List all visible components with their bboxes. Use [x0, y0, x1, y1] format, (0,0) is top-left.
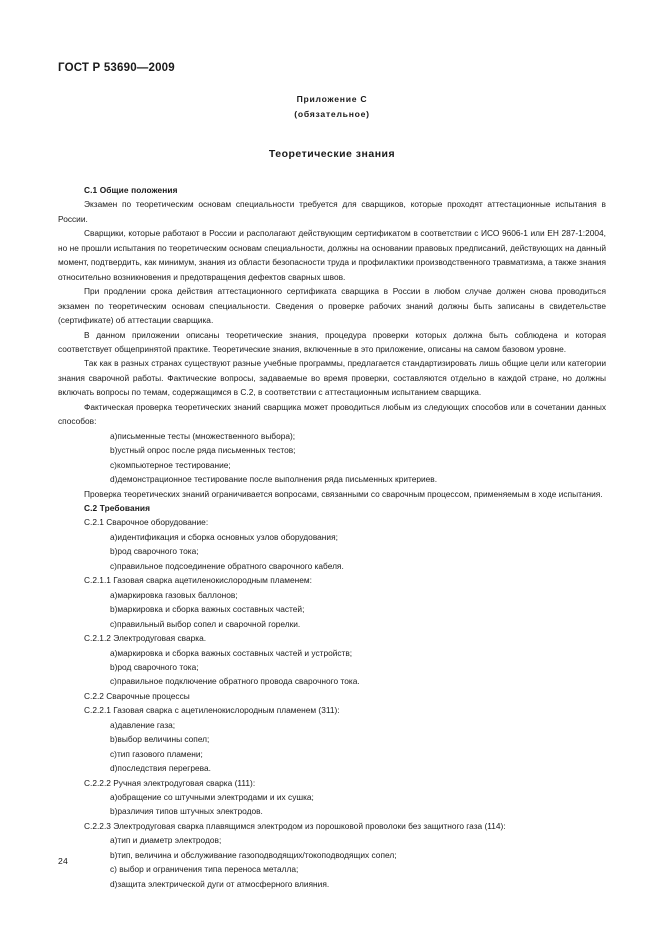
list-item	[58, 646, 606, 660]
list-item-label: маркировка и сборка важных составных частей и устройств;	[117, 647, 353, 658]
sub-heading: С.2.2.1 Газовая сварка с ацетиленокислородным пламенем (311):	[84, 705, 340, 716]
body-paragraph: Так как в разных странах существуют разные учебные программы, предлагается стандартизировать лишь общие цели или категории знания сварочной работы. Фактические вопросы, задаваемые во время проверки, составляются отдельно в каждой стране, но должны включать вопросы по темам, содержащимся в С.2, в соответствии с аттестационным испытанием сварщика.	[58, 358, 606, 398]
body-paragraph: В данном приложении описаны теоретические знания, процедура проверки которых должна быть соблюдена и которая соответствует общепринятой практике. Теоретические знания, включенные в это приложение, описаны на самом базовом уровне.	[58, 329, 606, 354]
list-item-label: защита электрической дуги от атмосферного влияния.	[117, 878, 330, 889]
list-item-marker: d)	[110, 474, 118, 485]
list-item-marker: a)	[110, 792, 118, 803]
list-item-label: тип, величина и обслуживание газоподводящих/токоподводящих сопел;	[117, 849, 397, 860]
body-text	[58, 183, 606, 891]
page-number: 24	[58, 856, 68, 866]
list-item-marker: a)	[110, 835, 118, 846]
list-item-label: род сварочного тока;	[117, 661, 199, 672]
list-item-label: демонстрационное тестирование после выполнения ряда письменных критериев.	[117, 474, 438, 485]
list-item-marker: d)	[110, 763, 118, 774]
list-item-marker: b)	[110, 849, 118, 860]
list-item-label: маркировка газовых баллонов;	[117, 589, 238, 600]
list-item-marker: b)	[110, 661, 118, 672]
sub-heading: С.2.1.1 Газовая сварка ацетиленокислородным пламенем:	[84, 575, 312, 586]
list-item	[58, 544, 606, 558]
list-item-label: тип и диаметр электродов;	[117, 835, 222, 846]
list-item-label: различия типов штучных электродов.	[117, 806, 263, 817]
list-item	[58, 429, 606, 443]
list-item-marker: b)	[110, 546, 118, 557]
list-item-label: тип газового пламени;	[116, 748, 203, 759]
list-item-marker: a)	[110, 531, 118, 542]
sub-heading: С.2.2 Сварочные процессы	[84, 690, 190, 701]
list-item-label: идентификация и сборка основных узлов оборудования;	[117, 531, 338, 542]
page-content	[58, 0, 606, 936]
list-item	[58, 747, 606, 761]
standard-code-header: ГОСТ Р 53690—2009	[58, 62, 175, 74]
list-item-marker: a)	[110, 589, 118, 600]
list-item	[58, 790, 606, 804]
list-item	[58, 761, 606, 775]
list-item	[58, 877, 606, 891]
list-item	[58, 718, 606, 732]
list-item-marker: d)	[110, 878, 118, 889]
list-item	[58, 559, 606, 573]
list-item	[58, 458, 606, 472]
list-item	[58, 602, 606, 616]
sub-heading: С.2.2.3 Электродуговая сварка плавящимся электродом из порошковой проволоки без защитного газа (114):	[84, 820, 506, 831]
list-item-label: обращение со штучными электродами и их сушка;	[117, 792, 314, 803]
list-item-label: выбор и ограничения типа переноса металла;	[116, 864, 299, 875]
list-item-marker: b)	[110, 806, 118, 817]
list-item	[58, 472, 606, 486]
list-item-marker: b)	[110, 734, 118, 745]
list-item	[58, 443, 606, 457]
list-item-label: письменные тесты (множественного выбора);	[117, 430, 296, 441]
list-item-marker: a)	[110, 430, 118, 441]
body-paragraph: Фактическая проверка теоретических знаний сварщика может проводиться любым из следующих способов или в сочетании данных способов:	[58, 401, 606, 427]
list-item-marker: b)	[110, 604, 118, 615]
list-item-marker: c)	[110, 864, 117, 875]
list-item-label: правильное подключение обратного провода сварочного тока.	[116, 676, 360, 687]
sub-heading: С.2.1 Сварочное оборудование:	[84, 517, 209, 528]
list-item	[58, 530, 606, 544]
list-item-label: выбор величины сопел;	[117, 734, 210, 745]
list-item	[58, 862, 606, 876]
list-item-label: давление газа;	[117, 719, 176, 730]
list-item-label: последствия перегрева.	[117, 763, 211, 774]
list-item-marker: a)	[110, 719, 118, 730]
list-item	[58, 732, 606, 746]
list-item-label: правильный выбор сопел и сварочной горелки.	[116, 618, 301, 629]
annex-subtitle: (обязательное)	[294, 108, 370, 119]
list-item-label: компьютерное тестирование;	[116, 459, 231, 470]
list-item	[58, 660, 606, 674]
body-paragraph: Проверка теоретических знаний ограничивается вопросами, связанными со сварочным процессом, применяемым в ходе испытания.	[84, 488, 603, 499]
sub-heading: С.2.1.2 Электродуговая сварка.	[84, 633, 207, 644]
list-item-marker: c)	[110, 676, 117, 687]
list-item-marker: c)	[110, 459, 117, 470]
list-item	[58, 848, 606, 862]
body-paragraph: Экзамен по теоретическим основам специальности требуется для сварщиков, которые проходят аттестационные испытания в России.	[58, 199, 606, 224]
list-item	[58, 617, 606, 631]
list-item-marker: c)	[110, 748, 117, 759]
list-item-marker: c)	[110, 560, 117, 571]
list-item	[58, 804, 606, 818]
list-item	[58, 674, 606, 688]
list-item-marker: c)	[110, 618, 117, 629]
list-item	[58, 833, 606, 847]
sub-heading: С.2.2.2 Ручная электродуговая сварка (111):	[84, 777, 256, 788]
list-item-label: маркировка и сборка важных составных частей;	[117, 604, 305, 615]
body-paragraph: При продлении срока действия аттестационного сертификата сварщика в России в любом случае должен снова проводиться экзамен по теоретическим основам специальности. Сведения о проверке рабочих знаний должны быть записаны в свидетельстве (сертификате) об аттестации сварщика.	[58, 286, 606, 326]
list-item-label: устный опрос после ряда письменных тестов;	[117, 445, 296, 456]
annex-block	[58, 92, 606, 121]
section-heading: С.1 Общие положения	[84, 185, 178, 195]
page-title: Теоретические знания	[268, 148, 396, 160]
list-item-label: правильное подсоединение обратного сварочного кабеля.	[116, 560, 344, 571]
annex-title: Приложение С	[296, 94, 368, 104]
list-item-marker: a)	[110, 647, 118, 658]
body-paragraph: Сварщики, которые работают в России и располагают действующим сертификатом в соответствии с ИСО 9606-1 или ЕН 287-1:2004, но не прошли испытания по теоретическим основам специальности, должны на основании правовых предписаний, действующих на данный момент, подтвердить, как минимум, знания из области безопасности труда и профилактики производственного травматизма, а также знания относительно возникновения и предотвращения дефектов сварных швов.	[58, 228, 606, 282]
list-item-label: род сварочного тока;	[117, 546, 199, 557]
section-heading: С.2 Требования	[84, 502, 151, 513]
list-item-marker: b)	[110, 445, 118, 456]
list-item	[58, 588, 606, 602]
